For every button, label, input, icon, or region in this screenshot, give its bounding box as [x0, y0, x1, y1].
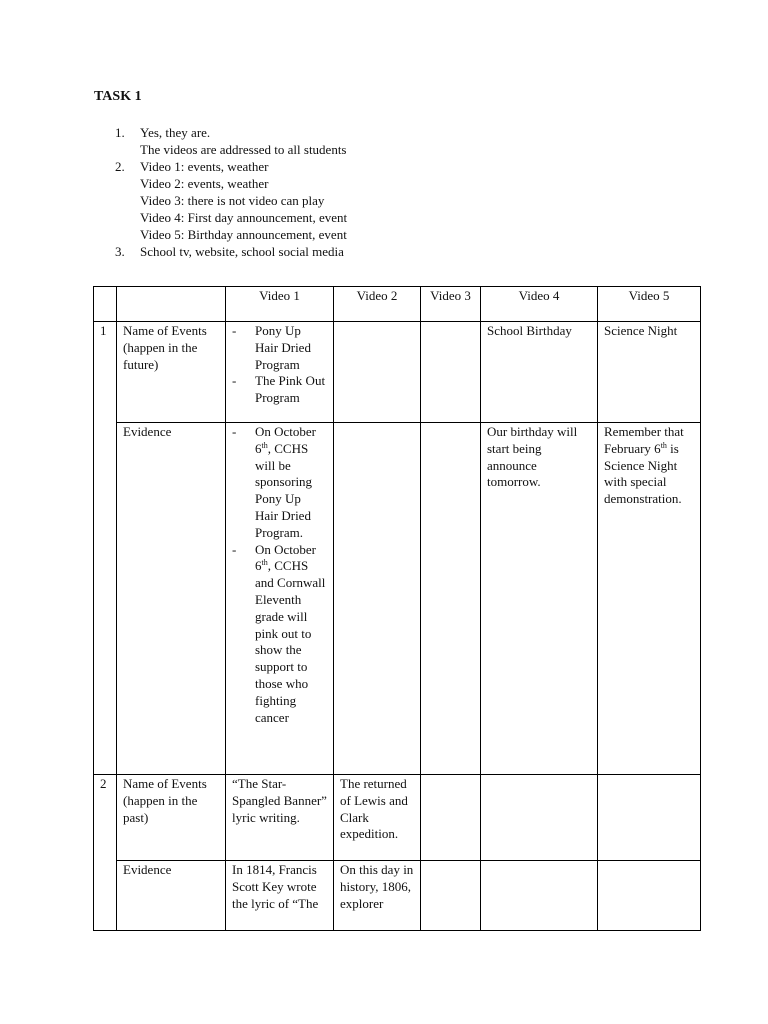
row-label: Evidence: [117, 423, 226, 775]
table-row: [94, 322, 701, 423]
table-cell-video-1: [226, 861, 334, 931]
dash-bullet: -: [232, 424, 237, 439]
dash-bullet: -: [232, 541, 237, 557]
evidence-text-post: , CCHS will be sponsoring Pony Up Hair Dried Program.: [255, 440, 313, 540]
video-analysis-table: [93, 286, 701, 931]
event-list: [232, 323, 327, 407]
table-row: [94, 775, 701, 861]
header-cell-video-3: Video 3: [421, 287, 481, 322]
list-item: [232, 373, 327, 407]
evidence-text: On this day in history, 1806, explorer: [340, 862, 414, 911]
evidence-text: In 1814, Francis Scott Key wrote the lyric of “The: [232, 862, 319, 911]
answer-number: 3.: [115, 244, 125, 259]
answer-number: 2.: [115, 159, 125, 174]
table-header-row: [94, 287, 701, 322]
answer-line: School tv, website, school social media: [140, 244, 344, 259]
row-number: 1: [94, 322, 117, 775]
table-cell-video-5: Science Night: [598, 322, 701, 423]
list-item: [232, 323, 327, 373]
evidence-text-pre: On October 6: [255, 541, 317, 574]
evidence-text-post: is Science Night with special demonstration.: [604, 440, 682, 507]
table-cell-video-3: [421, 322, 481, 423]
table-cell-video-1: [226, 423, 334, 775]
table-cell-video-2: The returned of Lewis and Clark expedition.: [334, 775, 421, 861]
header-cell-video-2: Video 2: [334, 287, 421, 322]
table-cell-video-4: School Birthday: [481, 322, 598, 423]
answer-line: Video 3: there is not video can play: [140, 193, 325, 208]
answer-line: Video 5: Birthday announcement, event: [140, 227, 347, 242]
list-item: [232, 424, 327, 542]
table-cell-video-2: [334, 861, 421, 931]
answer-line: Video 4: First day announcement, event: [140, 210, 348, 225]
answer-item-3: [115, 243, 347, 260]
table-cell-video-5: [598, 423, 701, 775]
answer-list: [115, 124, 347, 260]
table-cell-video-4: Our birthday will start being announce tomorrow.: [481, 423, 598, 775]
ordinal-suffix: th: [261, 440, 268, 450]
header-cell-index: [94, 287, 117, 322]
table-cell-video-4: [481, 775, 598, 861]
header-cell-video-4: Video 4: [481, 287, 598, 322]
table-cell-video-1: [226, 322, 334, 423]
table-cell-video-3: [421, 423, 481, 775]
answer-line: Video 2: events, weather: [140, 176, 269, 191]
task-title: TASK 1: [94, 89, 142, 104]
answer-line: The videos are addressed to all students: [140, 142, 347, 157]
event-name: Pony Up Hair Dried Program: [255, 323, 311, 372]
dash-bullet: -: [232, 373, 237, 389]
header-cell-video-1: Video 1: [226, 287, 334, 322]
answer-item-2: [115, 158, 347, 243]
table-cell-video-2: [334, 423, 421, 775]
row-number: 2: [94, 775, 117, 931]
row-label: Name of Events (happen in the future): [117, 322, 226, 423]
dash-bullet: -: [232, 323, 237, 338]
answer-line: Yes, they are.: [140, 125, 211, 140]
evidence-text-pre: Remember that February 6: [604, 424, 684, 456]
header-cell-category: [117, 287, 226, 322]
evidence-text-post: , CCHS and Cornwall Eleventh grade will pink out to show the support to those who fighting cancer: [255, 558, 326, 725]
event-name: The Pink Out Program: [255, 373, 326, 406]
table-cell-video-5: [598, 861, 701, 931]
table-cell-video-2: [334, 322, 421, 423]
evidence-text-pre: On October 6: [255, 424, 317, 456]
answer-number: 1.: [115, 125, 125, 140]
answer-item-1: [115, 124, 347, 158]
ordinal-suffix: th: [660, 440, 667, 450]
evidence-list: [232, 424, 327, 726]
row-label: Name of Events (happen in the past): [117, 775, 226, 861]
table-row: [94, 861, 701, 931]
list-item: [232, 542, 327, 727]
header-cell-video-5: Video 5: [598, 287, 701, 322]
table-row: [94, 423, 701, 775]
table-cell-video-3: [421, 775, 481, 861]
ordinal-suffix: th: [261, 558, 268, 568]
table-cell-video-3: [421, 861, 481, 931]
row-label: Evidence: [117, 861, 226, 931]
table-cell-video-5: [598, 775, 701, 861]
answer-line: Video 1: events, weather: [140, 159, 269, 174]
evidence-clip: [232, 424, 327, 764]
table-cell-video-4: [481, 861, 598, 931]
table-cell-video-1: “The Star-Spangled Banner” lyric writing.: [226, 775, 334, 861]
